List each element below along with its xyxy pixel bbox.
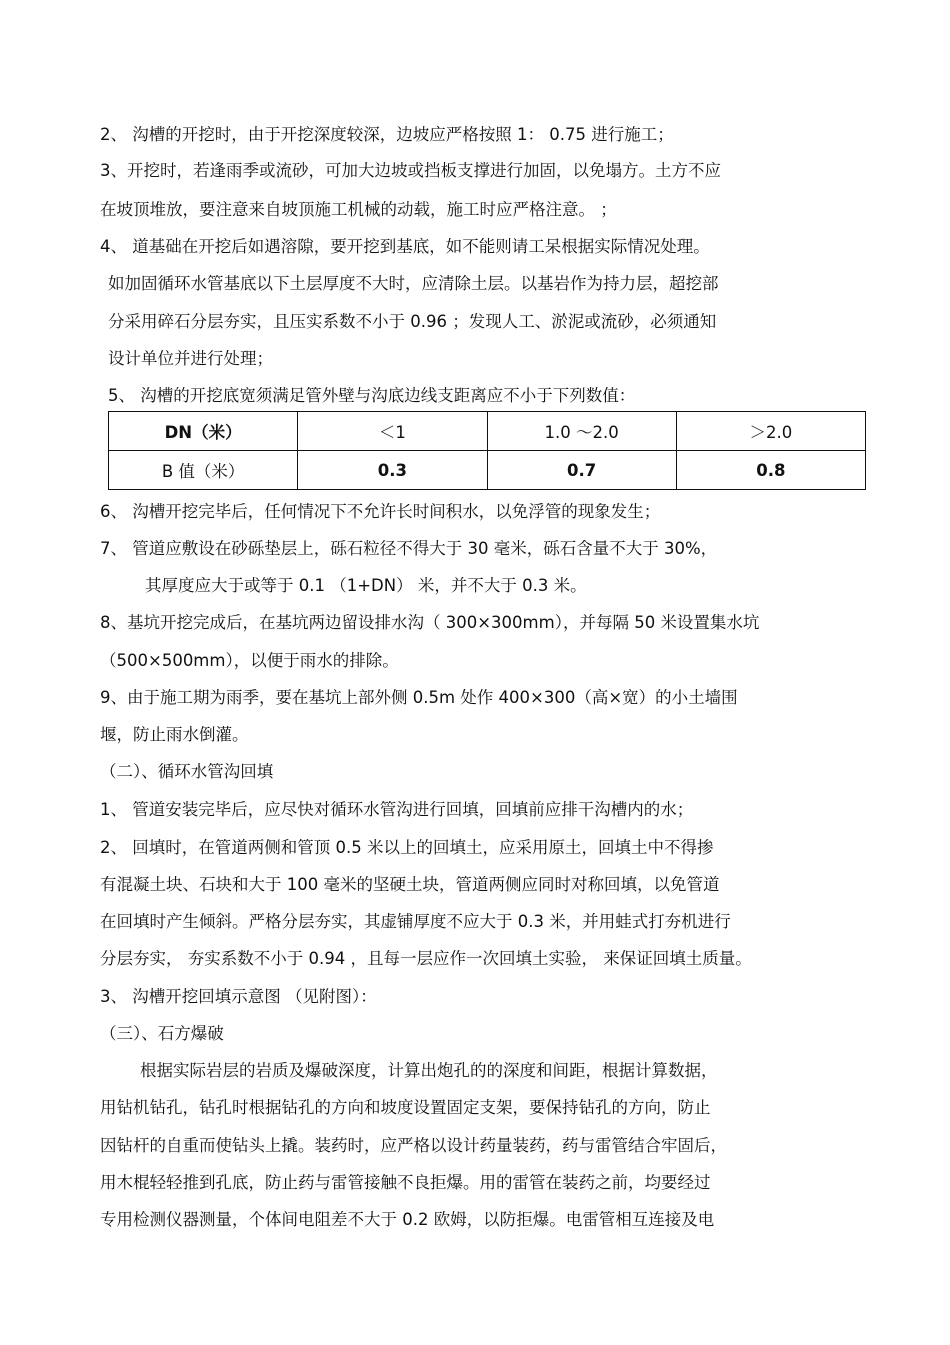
table-cell: 0.3 xyxy=(298,451,487,490)
text-line: 5、 沟槽的开挖底宽须满足管外壁与沟底边线支距离应不小于下列数值： xyxy=(108,386,636,405)
table-row xyxy=(109,412,866,451)
table-cell: B 值（米） xyxy=(109,451,298,490)
text-line: 8、基坑开挖完成后，在基坑两边留设排水沟（ 300×300mm），并每隔 50 米设置集水坑 xyxy=(100,613,760,632)
text-line: 在回填时产生倾斜。严格分层夯实，其虚铺厚度不应大于 0.3 米，并用蛙式打夯机进行 xyxy=(100,912,731,931)
table-header-cell: 1.0 ～2.0 xyxy=(487,412,676,451)
text-line: 堰，防止雨水倒灌。 xyxy=(100,725,249,744)
table-cell: 0.8 xyxy=(676,451,865,490)
section-heading: （二）、循环水管沟回填 xyxy=(100,762,274,781)
text-line: 分层夯实， 夯实系数不小于 0.94 ，且每一层应作一次回填土实验， 来保证回填土质量。 xyxy=(100,949,752,968)
table-row xyxy=(109,451,866,490)
text-line: 6、 沟槽开挖完毕后，任何情况下不允许长时间积水，以免浮管的现象发生； xyxy=(100,502,661,521)
text-line: 有混凝土块、石块和大于 100 毫米的坚硬土块，管道两侧应同时对称回填，以免管道 xyxy=(100,875,720,894)
text-line: 在坡顶堆放，要注意来自坡顶施工机械的动载，施工时应严格注意。 ； xyxy=(100,200,617,219)
table-cell: 0.7 xyxy=(487,451,676,490)
table-header-cell: ＞2.0 xyxy=(676,412,865,451)
text-line: 用木棍轻轻推到孔底，防止药与雷管接触不良拒爆。用的雷管在装药之前，均要经过 xyxy=(100,1173,711,1192)
text-line: 分采用碎石分层夯实，且压实系数不小于 0.96 ；发现人工、淤泥或流砂，必须通知 xyxy=(108,312,717,331)
text-line: 3、开挖时，若逢雨季或流砂，可加大边坡或挡板支撑进行加固，以免塌方。土方不应 xyxy=(100,161,721,180)
text-line: 其厚度应大于或等于 0.1 （1+DN） 米，并不大于 0.3 米。 xyxy=(145,576,587,595)
table-header-cell: DN（米） xyxy=(109,412,298,451)
text-line: 专用检测仪器测量，个体间电阻差不大于 0.2 欧姆，以防拒爆。电雷管相互连接及电 xyxy=(100,1210,715,1229)
text-line: 因钻杆的自重而使钻头上撬。装药时，应严格以设计药量装药，药与雷管结合牢固后， xyxy=(100,1136,727,1155)
text-line: 根据实际岩层的岩质及爆破深度，计算出炮孔的的深度和间距，根据计算数据， xyxy=(140,1061,718,1080)
text-line: （500×500mm），以便于雨水的排除。 xyxy=(100,651,399,670)
section-heading: （三）、石方爆破 xyxy=(100,1024,224,1043)
width-table xyxy=(108,411,866,490)
text-line: 设计单位并进行处理； xyxy=(108,349,273,368)
text-line: 如加固循环水管基底以下土层厚度不大时，应清除土层。以基岩作为持力层，超挖部 xyxy=(108,274,719,293)
text-line: 用钻机钻孔，钻孔时根据钻孔的方向和坡度设置固定支架，要保持钻孔的方向，防止 xyxy=(100,1098,711,1117)
text-line: 9、由于施工期为雨季，要在基坑上部外侧 0.5m 处作 400×300（高×宽）的小土墙围 xyxy=(100,688,738,707)
text-line: 1、 管道安装完毕后，应尽快对循环水管沟进行回填，回填前应排干沟槽内的水； xyxy=(100,800,694,819)
text-line: 4、 道基础在开挖后如遇溶隙，要开挖到基底，如不能则请工呆根据实际情况处理。 xyxy=(100,237,710,256)
text-line: 3、 沟槽开挖回填示意图 （见附图）： xyxy=(100,987,377,1006)
table-header-cell: ＜1 xyxy=(298,412,487,451)
text-line: 7、 管道应敷设在砂砾垫层上，砾石粒径不得大于 30 毫米，砾石含量不大于 30%， xyxy=(100,539,718,558)
text-line: 2、 回填时，在管道两侧和管顶 0.5 米以上的回填土，应采用原土，回填土中不得掺 xyxy=(100,838,714,857)
text-line: 2、 沟槽的开挖时，由于开挖深度较深，边坡应严格按照 1： 0.75 进行施工； xyxy=(100,125,674,144)
